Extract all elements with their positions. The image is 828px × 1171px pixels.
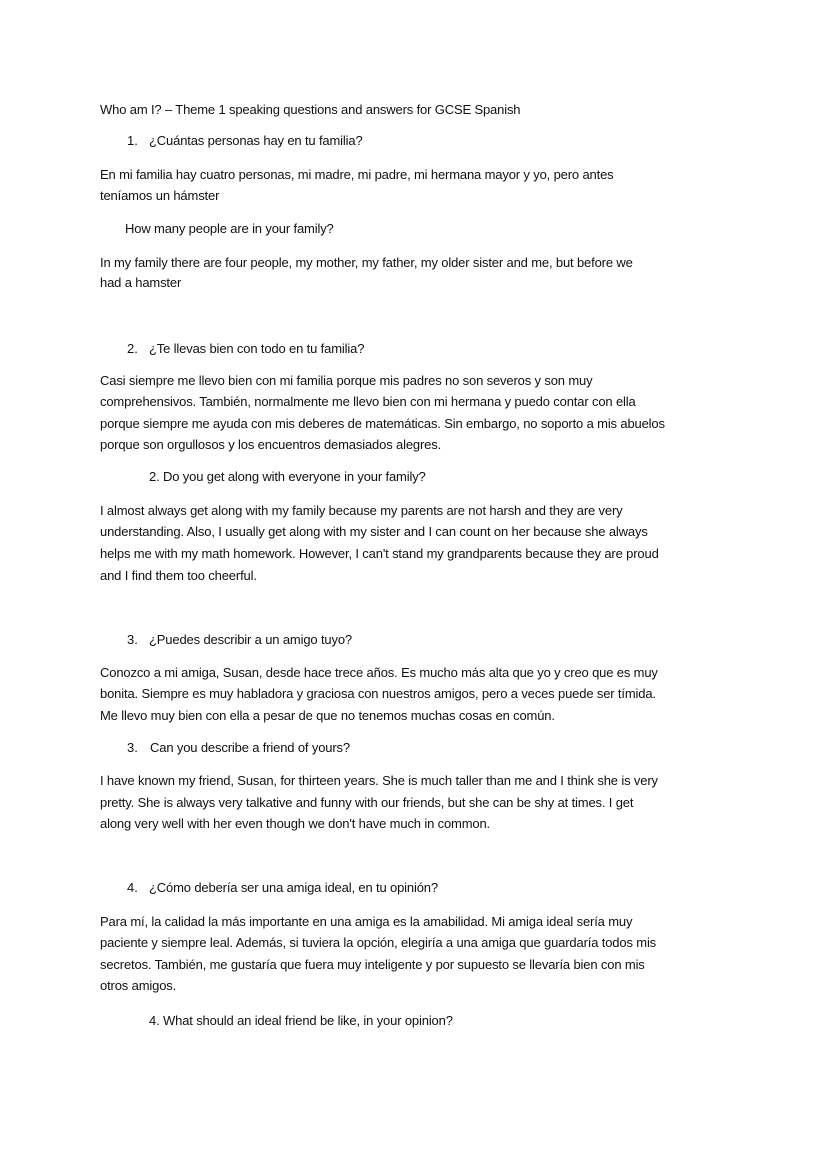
answer-es-line: Casi siempre me llevo bien con mi familia porque mis padres no son severos y son muy	[100, 373, 593, 388]
question-en-number: 3.	[127, 740, 138, 755]
answer-en-line: helps me with my math homework. However, I can't stand my grandparents because they are proud	[100, 546, 659, 561]
question-es: ¿Cuántas personas hay en tu familia?	[149, 133, 363, 148]
answer-es-line: secretos. También, me gustaría que fuera muy inteligente y por supuesto se llevaría bien con mis	[100, 957, 645, 972]
answer-es-line: porque son orgullosos y los encuentros demasiados alegres.	[100, 437, 442, 452]
answer-es-line: En mi familia hay cuatro personas, mi madre, mi padre, mi hermana mayor y yo, pero antes	[100, 167, 614, 182]
document-title: Who am I? – Theme 1 speaking questions and answers for GCSE Spanish	[100, 102, 521, 117]
answer-en-line: along very well with her even though we don't have much in common.	[100, 816, 491, 831]
question-en: How many people are in your family?	[125, 221, 334, 236]
question-es: ¿Cómo debería ser una amiga ideal, en tu opinión?	[149, 880, 438, 895]
answer-es-line: Para mí, la calidad la más importante en una amiga es la amabilidad. Mi amiga ideal sería muy	[100, 914, 633, 929]
question-en: Can you describe a friend of yours?	[150, 740, 350, 755]
question-es: ¿Puedes describir a un amigo tuyo?	[149, 632, 353, 647]
answer-es-line: comprehensivos. También, normalmente me llevo bien con mi hermana y puedo contar con ella	[100, 394, 636, 409]
question-en: 2. Do you get along with everyone in your family?	[149, 469, 426, 484]
answer-es-line: bonita. Siempre es muy habladora y graciosa con nuestros amigos, pero a veces puede ser tímida.	[100, 686, 656, 701]
question-number: 3.	[127, 632, 138, 647]
answer-en-line: I almost always get along with my family because my parents are not harsh and they are very	[100, 503, 623, 518]
question-en: 4. What should an ideal friend be like, in your opinion?	[149, 1013, 453, 1028]
answer-es-line: Conozco a mi amiga, Susan, desde hace trece años. Es mucho más alta que yo y creo que es muy	[100, 665, 658, 680]
answer-en-line: I have known my friend, Susan, for thirteen years. She is much taller than me and I think she is very	[100, 773, 658, 788]
question-es: ¿Te llevas bien con todo en tu familia?	[149, 341, 365, 356]
answer-es-line: Me llevo muy bien con ella a pesar de que no tenemos muchas cosas en común.	[100, 708, 555, 723]
answer-es-line: teníamos un hámster	[100, 188, 220, 203]
answer-en-line: pretty. She is always very talkative and funny with our friends, but she can be shy at times. I get	[100, 795, 634, 810]
question-number: 1.	[127, 133, 138, 148]
question-number: 4.	[127, 880, 138, 895]
answer-es-line: porque siempre me ayuda con mis deberes de matemáticas. Sin embargo, no soporto a mis abuelos	[100, 416, 665, 431]
answer-en-line: and I find them too cheerful.	[100, 568, 257, 583]
question-number: 2.	[127, 341, 138, 356]
answer-en-line: had a hamster	[100, 275, 182, 290]
answer-en-line: In my family there are four people, my mother, my father, my older sister and me, but before we	[100, 255, 633, 270]
answer-es-line: paciente y siempre leal. Además, si tuviera la opción, elegiría a una amiga que guardaría todos mis	[100, 935, 657, 950]
answer-es-line: otros amigos.	[100, 978, 177, 993]
answer-en-line: understanding. Also, I usually get along with my sister and I can count on her because she always	[100, 524, 648, 539]
